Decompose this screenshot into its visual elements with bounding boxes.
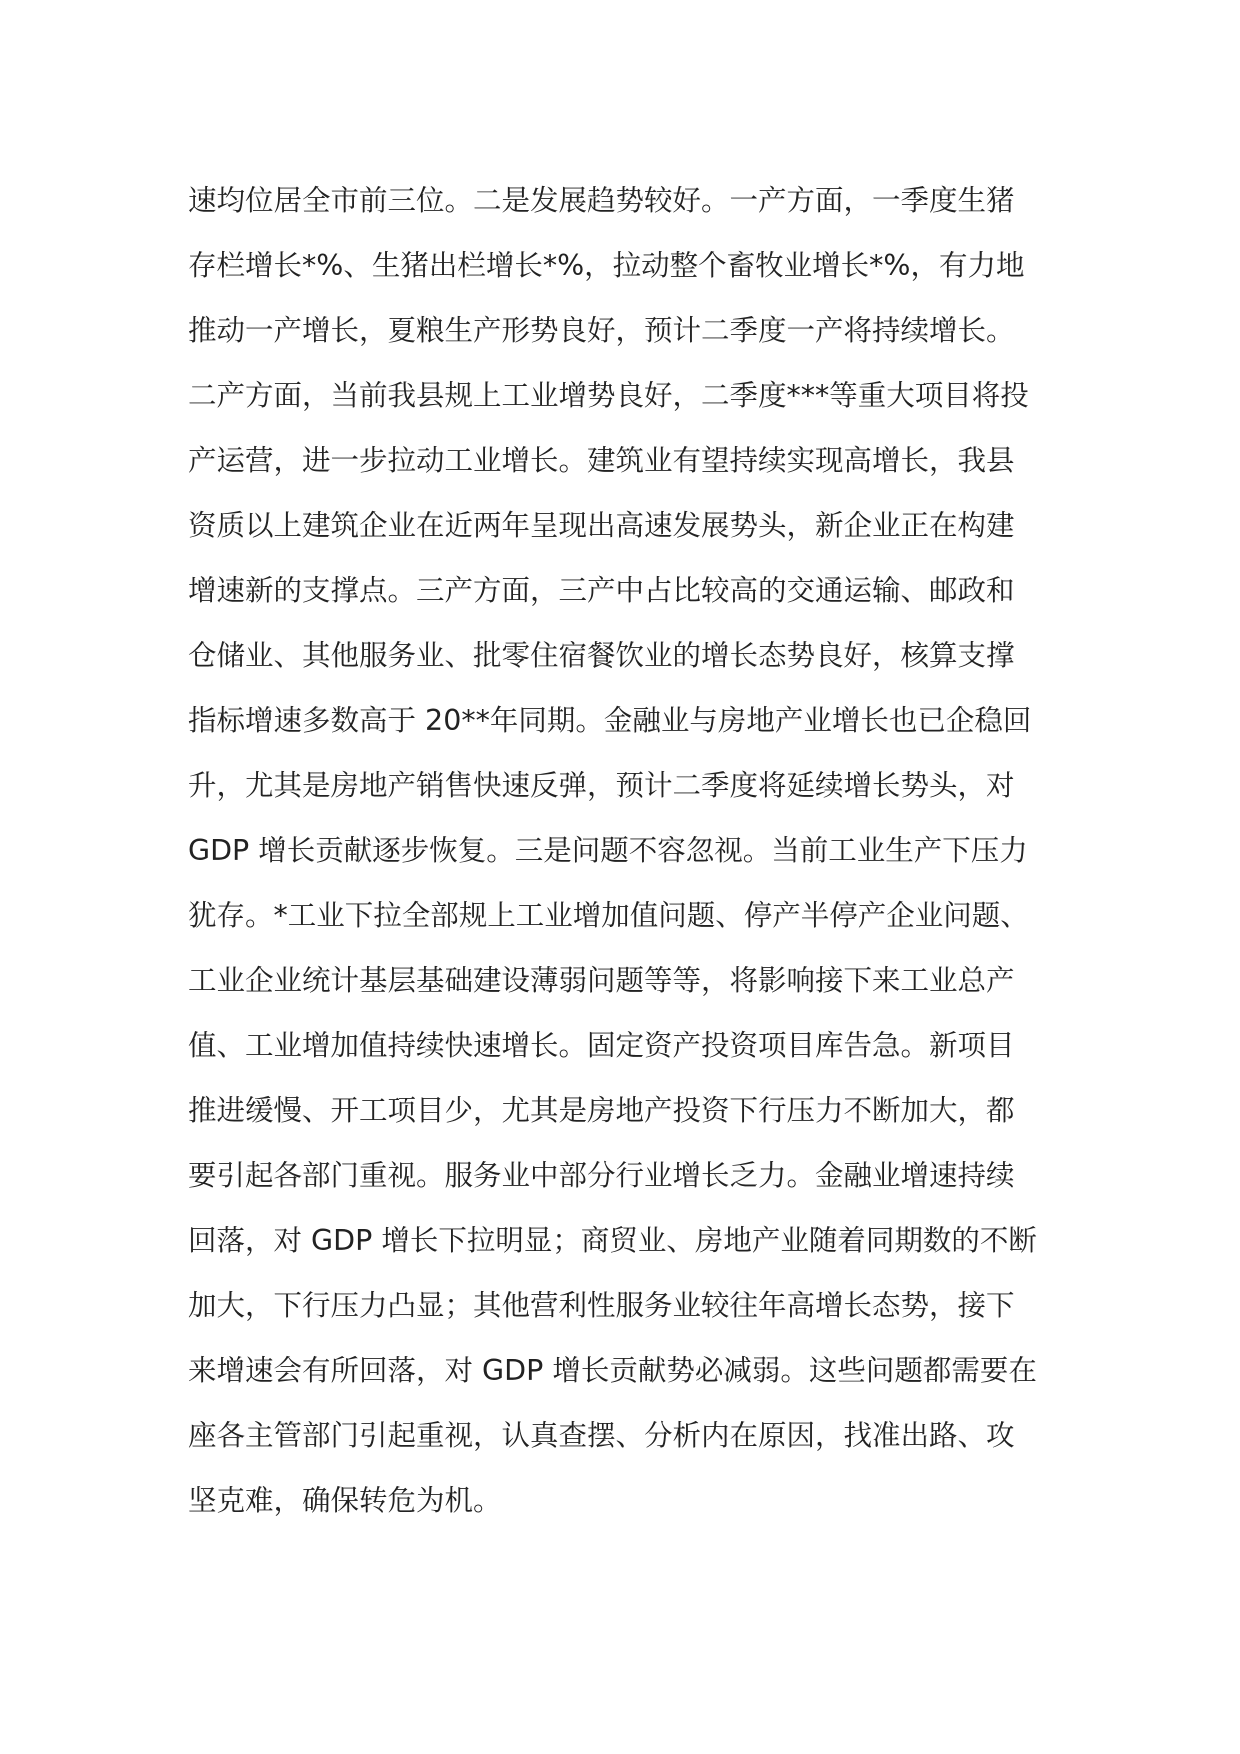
text-line: 推动一产增长，夏粮生产形势良好，预计二季度一产将持续增长。 bbox=[188, 314, 1015, 347]
text-line: 存栏增长*%、生猪出栏增长*%，拉动整个畜牧业增长*%，有力地 bbox=[188, 249, 1025, 282]
text-line: 值、工业增加值持续快速增长。固定资产投资项目库告急。新项目 bbox=[188, 1029, 1015, 1062]
text-line: 二产方面，当前我县规上工业增势良好，二季度***等重大项目将投 bbox=[188, 379, 1029, 412]
text-line: GDP 增长贡献逐步恢复。三是问题不容忽视。当前工业生产下压力 bbox=[188, 834, 1028, 867]
text-line: 犹存。*工业下拉全部规上工业增加值问题、停产半停产企业问题、 bbox=[188, 899, 1029, 932]
text-line: 仓储业、其他服务业、批零住宿餐饮业的增长态势良好，核算支撑 bbox=[188, 639, 1015, 672]
text-line: 指标增速多数高于 20**年同期。金融业与房地产业增长也已企稳回 bbox=[188, 704, 1032, 737]
text-line: 产运营，进一步拉动工业增长。建筑业有望持续实现高增长，我县 bbox=[188, 444, 1015, 477]
text-line: 资质以上建筑企业在近两年呈现出高速发展势头，新企业正在构建 bbox=[188, 509, 1015, 542]
text-line: 工业企业统计基层基础建设薄弱问题等等，将影响接下来工业总产 bbox=[188, 964, 1015, 997]
text-line: 回落，对 GDP 增长下拉明显；商贸业、房地产业随着同期数的不断 bbox=[188, 1224, 1037, 1257]
text-line: 速均位居全市前三位。二是发展趋势较好。一产方面，一季度生猪 bbox=[188, 184, 1015, 217]
text-line: 增速新的支撑点。三产方面，三产中占比较高的交通运输、邮政和 bbox=[188, 574, 1015, 607]
text-line: 坚克难，确保转危为机。 bbox=[188, 1484, 502, 1517]
text-line: 加大，下行压力凸显；其他营利性服务业较往年高增长态势，接下 bbox=[188, 1289, 1015, 1322]
text-line: 升，尤其是房地产销售快速反弹，预计二季度将延续增长势头，对 bbox=[188, 769, 1015, 802]
text-line: 座各主管部门引起重视，认真查摆、分析内在原因，找准出路、攻 bbox=[188, 1419, 1015, 1452]
text-line: 要引起各部门重视。服务业中部分行业增长乏力。金融业增速持续 bbox=[188, 1159, 1015, 1192]
body-text bbox=[188, 168, 1068, 1533]
text-line: 来增速会有所回落，对 GDP 增长贡献势必减弱。这些问题都需要在 bbox=[188, 1354, 1037, 1387]
text-line: 推进缓慢、开工项目少，尤其是房地产投资下行压力不断加大，都 bbox=[188, 1094, 1015, 1127]
